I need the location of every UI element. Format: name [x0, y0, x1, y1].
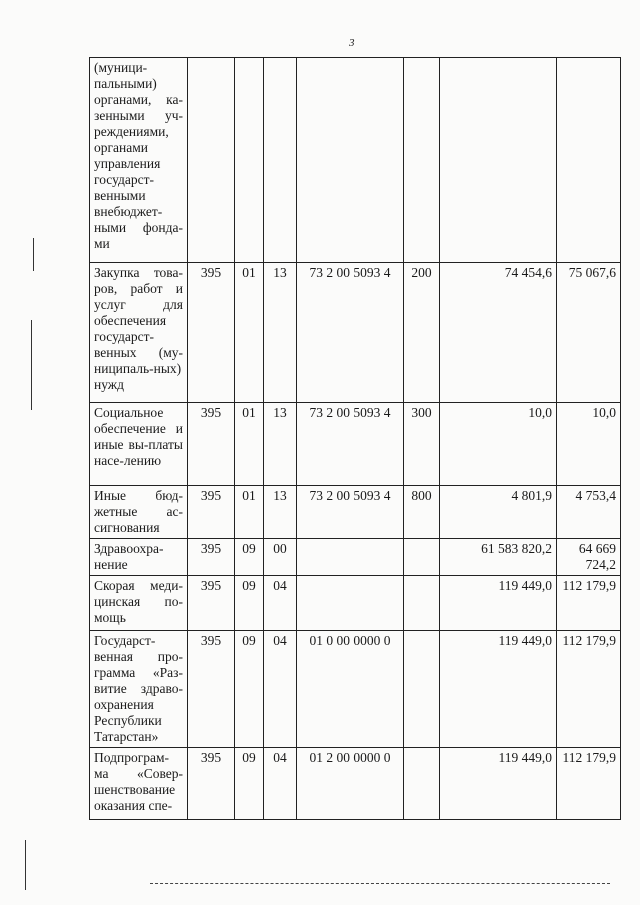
cell-target: [297, 539, 404, 576]
cell-amount-2: 64 669 724,2: [557, 539, 621, 576]
cell-expense-type: [404, 748, 440, 820]
cell-expense-type: [404, 58, 440, 263]
table-row: [90, 58, 621, 263]
cell-name: Государст-венная про-грамма «Раз-витие здраво-охранения Республики Татарстан»: [90, 631, 188, 748]
cell-section: 09: [235, 576, 264, 631]
cell-ministry: 395: [188, 748, 235, 820]
cell-subsection: 00: [264, 539, 297, 576]
cell-section: 01: [235, 486, 264, 539]
cell-name: Скорая меди-цинская по-мощь: [90, 576, 188, 631]
cell-amount-1: 119 449,0: [440, 631, 557, 748]
cell-section: 01: [235, 263, 264, 403]
cell-ministry: 395: [188, 263, 235, 403]
cell-expense-type: [404, 576, 440, 631]
table-row: [90, 748, 621, 820]
cell-target: 73 2 00 5093 4: [297, 486, 404, 539]
scan-mark-left-2: [31, 320, 32, 410]
cell-ministry: 395: [188, 403, 235, 486]
cell-amount-2: [557, 58, 621, 263]
budget-table: [89, 57, 621, 820]
page-number: 3: [349, 37, 355, 49]
cell-amount-2: 4 753,4: [557, 486, 621, 539]
cell-amount-1: 4 801,9: [440, 486, 557, 539]
cell-amount-1: 119 449,0: [440, 576, 557, 631]
cell-amount-1: 61 583 820,2: [440, 539, 557, 576]
table-row: [90, 263, 621, 403]
cell-name: Здравоохра-нение: [90, 539, 188, 576]
table-row: [90, 576, 621, 631]
cell-target: [297, 576, 404, 631]
cell-target: 01 0 00 0000 0: [297, 631, 404, 748]
cell-expense-type: 800: [404, 486, 440, 539]
cell-section: 09: [235, 748, 264, 820]
cell-target: 73 2 00 5093 4: [297, 403, 404, 486]
cell-amount-1: 74 454,6: [440, 263, 557, 403]
cell-amount-1: 119 449,0: [440, 748, 557, 820]
cell-amount-2: 112 179,9: [557, 576, 621, 631]
scan-mark-left-3: [25, 840, 26, 890]
cell-section: 09: [235, 631, 264, 748]
table-row: [90, 631, 621, 748]
cell-name: Подпрограм-ма «Совер-шенствование оказания спе-: [90, 748, 188, 820]
cell-subsection: 13: [264, 403, 297, 486]
cell-ministry: 395: [188, 539, 235, 576]
cell-subsection: 04: [264, 631, 297, 748]
cell-amount-1: 10,0: [440, 403, 557, 486]
cell-expense-type: 300: [404, 403, 440, 486]
cell-ministry: [188, 58, 235, 263]
cell-ministry: 395: [188, 631, 235, 748]
cell-amount-2: 75 067,6: [557, 263, 621, 403]
cell-name: Социальное обеспечение и иные вы-платы насе-лению: [90, 403, 188, 486]
scan-dashes-bottom: [150, 883, 610, 885]
cell-expense-type: 200: [404, 263, 440, 403]
cell-subsection: 04: [264, 576, 297, 631]
cell-subsection: [264, 58, 297, 263]
cell-expense-type: [404, 631, 440, 748]
cell-target: 01 2 00 0000 0: [297, 748, 404, 820]
cell-subsection: 13: [264, 486, 297, 539]
table-row: [90, 486, 621, 539]
cell-name: (муници-пальными) органами, ка-зенными уч-реждениями, органами управления государст-венными внебюджет-ными фонда-ми: [90, 58, 188, 263]
cell-section: 01: [235, 403, 264, 486]
scan-mark-left: [33, 238, 34, 271]
table-row: [90, 539, 621, 576]
table-row: [90, 403, 621, 486]
cell-amount-1: [440, 58, 557, 263]
cell-subsection: 04: [264, 748, 297, 820]
cell-expense-type: [404, 539, 440, 576]
cell-ministry: 395: [188, 576, 235, 631]
cell-name: Иные бюд-жетные ас-сигнования: [90, 486, 188, 539]
cell-name: Закупка това-ров, работ и услуг для обеспечения государст-венных (му-ниципаль-ных) нужд: [90, 263, 188, 403]
cell-section: [235, 58, 264, 263]
cell-section: 09: [235, 539, 264, 576]
cell-subsection: 13: [264, 263, 297, 403]
cell-target: [297, 58, 404, 263]
cell-ministry: 395: [188, 486, 235, 539]
cell-amount-2: 112 179,9: [557, 631, 621, 748]
cell-amount-2: 112 179,9: [557, 748, 621, 820]
cell-target: 73 2 00 5093 4: [297, 263, 404, 403]
cell-amount-2: 10,0: [557, 403, 621, 486]
